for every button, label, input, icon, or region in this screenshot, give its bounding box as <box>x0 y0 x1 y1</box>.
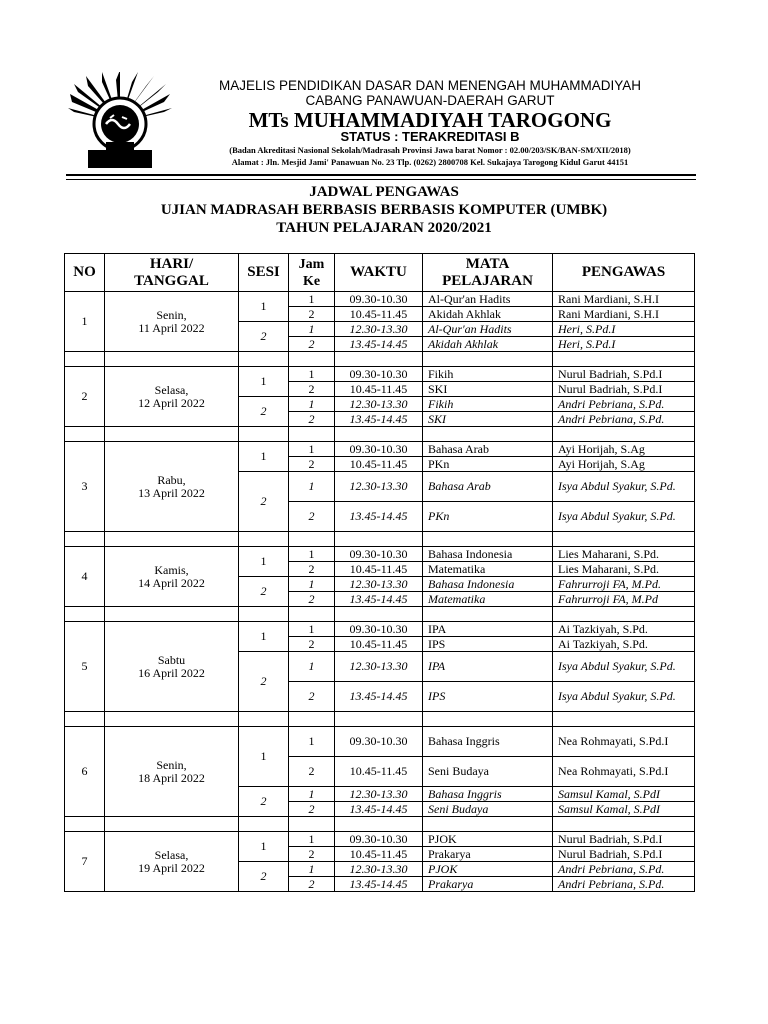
cell-hari-tanggal <box>105 292 239 352</box>
cell-pengawas: Nurul Badriah, S.Pd.I <box>553 832 695 847</box>
cell-pengawas: Nea Rohmayati, S.Pd.I <box>553 757 695 787</box>
spacer-row <box>65 712 695 727</box>
cell-mata-pelajaran: Fikih <box>423 397 553 412</box>
cell-jam-ke: 1 <box>289 367 335 382</box>
cell-sesi: 1 <box>239 367 289 397</box>
cell-pengawas: Andri Pebriana, S.Pd. <box>553 862 695 877</box>
muhammadiyah-logo-icon <box>60 72 180 172</box>
day-name: Senin, <box>156 307 187 322</box>
spacer-row <box>65 532 695 547</box>
cell-jam-ke: 2 <box>289 592 335 607</box>
day-date: 16 April 2022 <box>138 665 205 680</box>
cell-waktu: 12.30-13.30 <box>335 397 423 412</box>
org-line-2: CABANG PANAWUAN-DAERAH GARUT <box>305 93 555 108</box>
table-header-row <box>65 254 695 292</box>
day-date: 19 April 2022 <box>138 860 205 875</box>
header-divider-thick <box>66 174 696 176</box>
cell-mata-pelajaran: Prakarya <box>423 847 553 862</box>
cell-pengawas: Andri Pebriana, S.Pd. <box>553 877 695 892</box>
doc-year: TAHUN PELAJARAN 2020/2021 <box>276 220 492 236</box>
cell-sesi: 1 <box>239 547 289 577</box>
cell-hari-tanggal <box>105 727 239 817</box>
cell-pengawas: Ayi Horijah, S.Ag <box>553 442 695 457</box>
cell-pengawas: Fahrurroji FA, M.Pd <box>553 592 695 607</box>
cell-jam-ke: 2 <box>289 877 335 892</box>
cell-jam-ke: 2 <box>289 382 335 397</box>
cell-mata-pelajaran: Seni Budaya <box>423 757 553 787</box>
header-no: NO <box>65 254 105 292</box>
cell-pengawas: Rani Mardiani, S.H.I <box>553 292 695 307</box>
cell-waktu: 10.45-11.45 <box>335 637 423 652</box>
cell-jam-ke: 1 <box>289 322 335 337</box>
cell-waktu: 10.45-11.45 <box>335 847 423 862</box>
cell-no: 2 <box>65 367 105 427</box>
cell-waktu: 10.45-11.45 <box>335 562 423 577</box>
cell-pengawas: Lies Maharani, S.Pd. <box>553 562 695 577</box>
header-pengawas: PENGAWAS <box>553 254 695 292</box>
day-name: Selasa, <box>154 382 189 397</box>
cell-waktu: 09.30-10.30 <box>335 547 423 562</box>
cell-waktu: 10.45-11.45 <box>335 307 423 322</box>
cell-waktu: 12.30-13.30 <box>335 322 423 337</box>
cell-mata-pelajaran: PKn <box>423 502 553 532</box>
cell-pengawas: Nurul Badriah, S.Pd.I <box>553 847 695 862</box>
cell-waktu: 10.45-11.45 <box>335 382 423 397</box>
cell-jam-ke: 1 <box>289 862 335 877</box>
cell-jam-ke: 1 <box>289 472 335 502</box>
cell-jam-ke: 1 <box>289 547 335 562</box>
cell-jam-ke: 1 <box>289 577 335 592</box>
cell-jam-ke: 1 <box>289 787 335 802</box>
school-name: MTs MUHAMMADIYAH TAROGONG <box>248 108 612 132</box>
cell-pengawas: Ai Tazkiyah, S.Pd. <box>553 622 695 637</box>
day-date: 14 April 2022 <box>138 575 205 590</box>
cell-waktu: 09.30-10.30 <box>335 832 423 847</box>
cell-sesi: 1 <box>239 442 289 472</box>
cell-sesi: 1 <box>239 622 289 652</box>
cell-pengawas: Samsul Kamal, S.PdI <box>553 787 695 802</box>
cell-sesi: 1 <box>239 292 289 322</box>
cell-sesi: 1 <box>239 727 289 787</box>
day-date: 18 April 2022 <box>138 770 205 785</box>
cell-pengawas: Isya Abdul Syakur, S.Pd. <box>553 472 695 502</box>
day-name: Sabtu <box>157 652 186 667</box>
cell-jam-ke: 2 <box>289 412 335 427</box>
cell-sesi: 1 <box>239 832 289 862</box>
cell-waktu: 09.30-10.30 <box>335 622 423 637</box>
cell-pengawas: Samsul Kamal, S.PdI <box>553 802 695 817</box>
cell-pengawas: Nea Rohmayati, S.Pd.I <box>553 727 695 757</box>
table-row <box>65 622 695 637</box>
header-jam-ke: Jam Ke <box>289 254 335 292</box>
header-hari-tanggal: HARI/ TANGGAL <box>105 254 239 292</box>
day-name: Kamis, <box>154 562 189 577</box>
cell-hari-tanggal <box>105 832 239 892</box>
day-date: 13 April 2022 <box>138 485 205 500</box>
cell-no: 1 <box>65 292 105 352</box>
cell-jam-ke: 2 <box>289 562 335 577</box>
cell-jam-ke: 2 <box>289 337 335 352</box>
cell-mata-pelajaran: Al-Qur'an Hadits <box>423 292 553 307</box>
spacer-row <box>65 352 695 367</box>
doc-title: JADWAL PENGAWAS <box>309 184 459 200</box>
cell-waktu: 13.45-14.45 <box>335 502 423 532</box>
cell-waktu: 13.45-14.45 <box>335 682 423 712</box>
cell-mata-pelajaran: Bahasa Indonesia <box>423 547 553 562</box>
cell-sesi: 2 <box>239 577 289 607</box>
schedule-table <box>64 253 695 892</box>
spacer-row <box>65 427 695 442</box>
cell-hari-tanggal <box>105 622 239 712</box>
cell-hari-tanggal <box>105 442 239 532</box>
accreditation-status: STATUS : TERAKREDITASI B <box>340 129 520 144</box>
cell-jam-ke: 2 <box>289 637 335 652</box>
cell-pengawas: Lies Maharani, S.Pd. <box>553 547 695 562</box>
cell-waktu: 13.45-14.45 <box>335 592 423 607</box>
cell-mata-pelajaran: SKI <box>423 412 553 427</box>
cell-waktu: 12.30-13.30 <box>335 472 423 502</box>
cell-jam-ke: 1 <box>289 622 335 637</box>
cell-pengawas: Heri, S.Pd.I <box>553 322 695 337</box>
table-row <box>65 442 695 457</box>
cell-mata-pelajaran: PKn <box>423 457 553 472</box>
cell-pengawas: Andri Pebriana, S.Pd. <box>553 397 695 412</box>
cell-sesi: 2 <box>239 472 289 532</box>
cell-mata-pelajaran: Bahasa Arab <box>423 472 553 502</box>
cell-jam-ke: 2 <box>289 682 335 712</box>
cell-jam-ke: 2 <box>289 802 335 817</box>
cell-waktu: 09.30-10.30 <box>335 367 423 382</box>
cell-jam-ke: 1 <box>289 727 335 757</box>
cell-jam-ke: 1 <box>289 397 335 412</box>
cell-mata-pelajaran: Prakarya <box>423 877 553 892</box>
cell-mata-pelajaran: IPS <box>423 637 553 652</box>
cell-waktu: 12.30-13.30 <box>335 787 423 802</box>
cell-jam-ke: 2 <box>289 457 335 472</box>
cell-mata-pelajaran: Matematika <box>423 562 553 577</box>
cell-waktu: 12.30-13.30 <box>335 577 423 592</box>
cell-jam-ke: 1 <box>289 832 335 847</box>
cell-waktu: 09.30-10.30 <box>335 442 423 457</box>
cell-waktu: 13.45-14.45 <box>335 877 423 892</box>
day-name: Rabu, <box>157 472 186 487</box>
cell-mata-pelajaran: Akidah Akhlak <box>423 307 553 322</box>
cell-hari-tanggal <box>105 367 239 427</box>
day-name: Senin, <box>156 757 187 772</box>
cell-waktu: 10.45-11.45 <box>335 757 423 787</box>
cell-mata-pelajaran: SKI <box>423 382 553 397</box>
cell-mata-pelajaran: Fikih <box>423 367 553 382</box>
cell-sesi: 2 <box>239 652 289 712</box>
cell-waktu: 09.30-10.30 <box>335 727 423 757</box>
cell-hari-tanggal <box>105 547 239 607</box>
day-name: Selasa, <box>154 847 189 862</box>
school-address: Alamat : Jln. Mesjid Jami' Panawuan No. 23 Tlp. (0262) 2800708 Kel. Sukajaya Tarogong Kidul Garut 44151 <box>231 157 629 167</box>
table-row <box>65 367 695 382</box>
cell-mata-pelajaran: IPA <box>423 652 553 682</box>
cell-waktu: 13.45-14.45 <box>335 337 423 352</box>
cell-mata-pelajaran: PJOK <box>423 832 553 847</box>
cell-mata-pelajaran: Bahasa Inggris <box>423 787 553 802</box>
cell-pengawas: Nurul Badriah, S.Pd.I <box>553 367 695 382</box>
cell-mata-pelajaran: IPS <box>423 682 553 712</box>
cell-sesi: 2 <box>239 787 289 817</box>
cell-pengawas: Heri, S.Pd.I <box>553 337 695 352</box>
cell-mata-pelajaran: Akidah Akhlak <box>423 337 553 352</box>
table-row <box>65 832 695 847</box>
cell-waktu: 13.45-14.45 <box>335 802 423 817</box>
cell-sesi: 2 <box>239 862 289 892</box>
cell-mata-pelajaran: Bahasa Arab <box>423 442 553 457</box>
cell-no: 7 <box>65 832 105 892</box>
cell-pengawas: Isya Abdul Syakur, S.Pd. <box>553 502 695 532</box>
cell-no: 3 <box>65 442 105 532</box>
schedule-body <box>65 292 695 892</box>
cell-waktu: 12.30-13.30 <box>335 652 423 682</box>
header-waktu: WAKTU <box>335 254 423 292</box>
spacer-row <box>65 607 695 622</box>
cell-mata-pelajaran: Al-Qur'an Hadits <box>423 322 553 337</box>
cell-mata-pelajaran: IPA <box>423 622 553 637</box>
cell-mata-pelajaran: Bahasa Inggris <box>423 727 553 757</box>
cell-mata-pelajaran: Bahasa Indonesia <box>423 577 553 592</box>
cell-sesi: 2 <box>239 322 289 352</box>
cell-jam-ke: 2 <box>289 307 335 322</box>
cell-mata-pelajaran: PJOK <box>423 862 553 877</box>
table-row <box>65 292 695 307</box>
table-row <box>65 727 695 757</box>
table-row <box>65 547 695 562</box>
cell-jam-ke: 2 <box>289 502 335 532</box>
day-date: 12 April 2022 <box>138 395 205 410</box>
cell-jam-ke: 1 <box>289 292 335 307</box>
cell-waktu: 10.45-11.45 <box>335 457 423 472</box>
cell-pengawas: Ai Tazkiyah, S.Pd. <box>553 637 695 652</box>
doc-subtitle: UJIAN MADRASAH BERBASIS BERBASIS KOMPUTER (UMBK) <box>160 202 608 218</box>
cell-pengawas: Fahrurroji FA, M.Pd. <box>553 577 695 592</box>
cell-waktu: 09.30-10.30 <box>335 292 423 307</box>
org-line-1: MAJELIS PENDIDIKAN DASAR DAN MENENGAH MUHAMMADIYAH <box>218 78 642 93</box>
cell-jam-ke: 2 <box>289 757 335 787</box>
day-date: 11 April 2022 <box>138 320 205 335</box>
cell-waktu: 13.45-14.45 <box>335 412 423 427</box>
cell-jam-ke: 2 <box>289 847 335 862</box>
cell-pengawas: Nurul Badriah, S.Pd.I <box>553 382 695 397</box>
cell-pengawas: Andri Pebriana, S.Pd. <box>553 412 695 427</box>
accreditation-note: (Badan Akreditasi Nasional Sekolah/Madrasah Provinsi Jawa barat Nomor : 02.00/203/SK/BAN-SM/XII/2018) <box>229 145 631 155</box>
cell-mata-pelajaran: Seni Budaya <box>423 802 553 817</box>
header-divider-thin <box>66 179 696 180</box>
cell-waktu: 12.30-13.30 <box>335 862 423 877</box>
header-sesi: SESI <box>239 254 289 292</box>
cell-pengawas: Isya Abdul Syakur, S.Pd. <box>553 682 695 712</box>
cell-jam-ke: 1 <box>289 442 335 457</box>
cell-sesi: 2 <box>239 397 289 427</box>
cell-no: 4 <box>65 547 105 607</box>
cell-no: 5 <box>65 622 105 712</box>
cell-jam-ke: 1 <box>289 652 335 682</box>
header-mata-pelajaran: MATA PELAJARAN <box>423 254 553 292</box>
cell-pengawas: Ayi Horijah, S.Ag <box>553 457 695 472</box>
spacer-row <box>65 817 695 832</box>
cell-pengawas: Isya Abdul Syakur, S.Pd. <box>553 652 695 682</box>
cell-no: 6 <box>65 727 105 817</box>
cell-pengawas: Rani Mardiani, S.H.I <box>553 307 695 322</box>
cell-mata-pelajaran: Matematika <box>423 592 553 607</box>
